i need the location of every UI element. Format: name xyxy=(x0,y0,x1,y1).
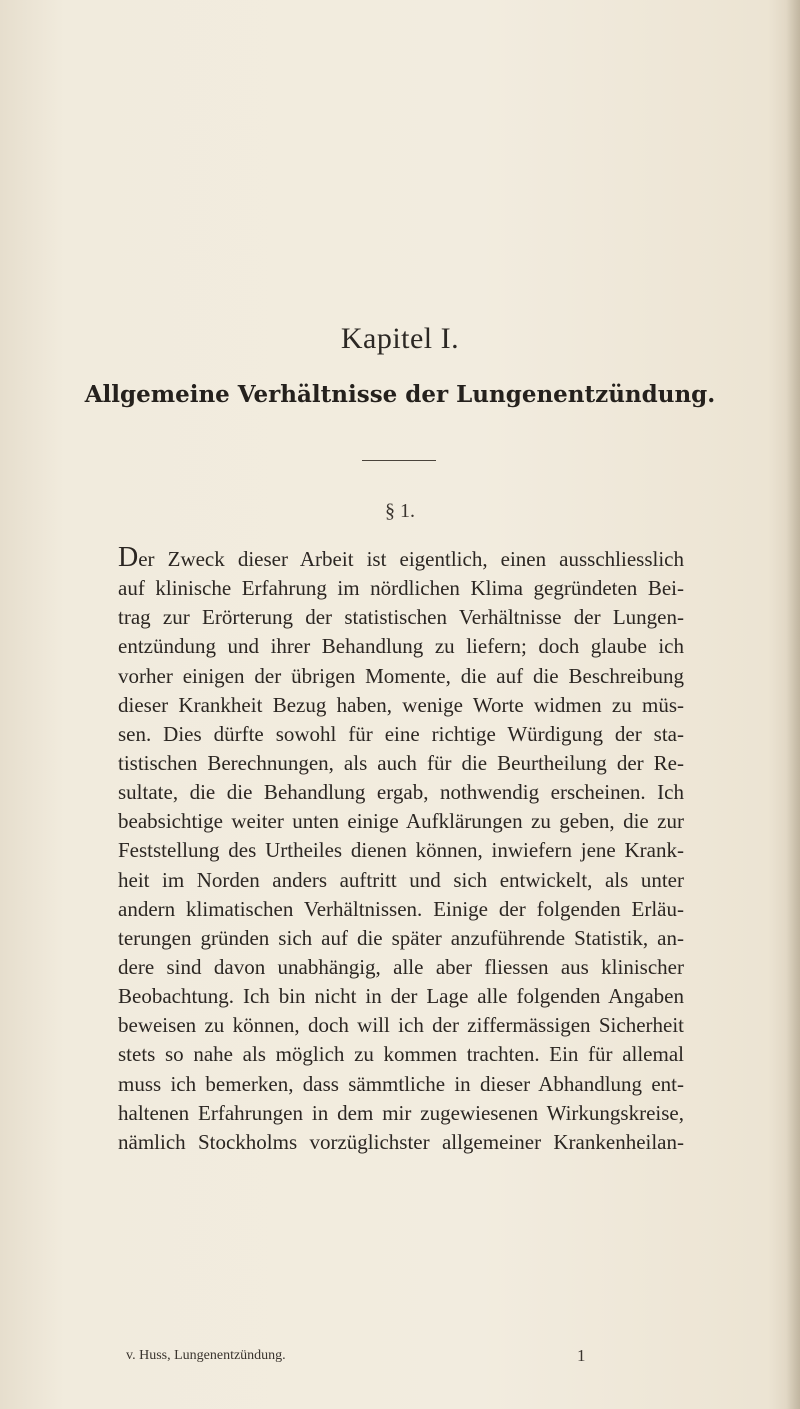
text-line: dere sind davon unabhängig, alle aber fliessen aus klinischer xyxy=(118,954,684,979)
chapter-title: Kapitel I. xyxy=(340,322,460,355)
text-line: vorher einigen der übrigen Momente, die auf die Beschreibung xyxy=(118,663,684,688)
signature-mark: 1 xyxy=(577,1346,586,1365)
text-line: heit im Norden anders auftritt und sich entwickelt, als unter xyxy=(118,867,684,892)
text-line: muss ich bemerken, dass sämmtliche in dieser Abhandlung ent- xyxy=(118,1071,684,1096)
text-line: sen. Dies dürfte sowohl für eine richtige Würdigung der sta- xyxy=(118,721,684,746)
text-line: Beobachtung. Ich bin nicht in der Lage alle folgenden Angaben xyxy=(118,984,684,1009)
text-line-rest: er Zweck dieser Arbeit ist eigentlich, einen ausschliesslich xyxy=(138,547,684,571)
text-line: entzündung und ihrer Behandlung zu liefern; doch glaube ich xyxy=(118,634,684,659)
text-line: nämlich Stockholms vorzüglichster allgemeiner Krankenheilan- xyxy=(118,1129,684,1154)
text-line: tistischen Berechnungen, als auch für die Beurtheilung der Re- xyxy=(118,750,684,775)
page-edge-shadow xyxy=(786,0,800,1409)
footer-citation: v. Huss, Lungenentzündung. xyxy=(126,1348,286,1363)
body-text xyxy=(118,542,684,1157)
section-mark: § 1. xyxy=(385,500,415,522)
text-line: haltenen Erfahrungen in dem mir zugewiesenen Wirkungskreise, xyxy=(118,1100,684,1125)
initial-letter: D xyxy=(118,542,139,573)
text-line: andern klimatischen Verhältnissen. Einige der folgenden Erläu- xyxy=(118,896,684,921)
title-divider xyxy=(362,460,436,461)
text-line: beabsichtige weiter unten einige Aufklärungen zu geben, die zur xyxy=(118,809,684,834)
page-footer xyxy=(118,1348,684,1372)
text-line: sultate, die die Behandlung ergab, nothwendig erscheinen. Ich xyxy=(118,780,684,805)
chapter-subtitle: Allgemeine Verhältnisse der Lungenentzündung. xyxy=(84,381,716,408)
text-line: Feststellung des Urtheiles dienen können, inwiefern jene Krank- xyxy=(118,838,684,863)
text-line: terungen gründen sich auf die später anzuführende Statistik, an- xyxy=(118,925,684,950)
text-line: trag zur Erörterung der statistischen Verhältnisse der Lungen- xyxy=(118,605,684,630)
text-line: stets so nahe als möglich zu kommen trachten. Ein für allemal xyxy=(118,1042,684,1067)
text-line xyxy=(118,542,684,574)
text-line: dieser Krankheit Bezug haben, wenige Worte widmen zu müs- xyxy=(118,692,684,717)
text-line: beweisen zu können, doch will ich der ziffermässigen Sicherheit xyxy=(118,1013,684,1038)
text-line: auf klinische Erfahrung im nördlichen Klima gegründeten Bei- xyxy=(118,576,684,601)
